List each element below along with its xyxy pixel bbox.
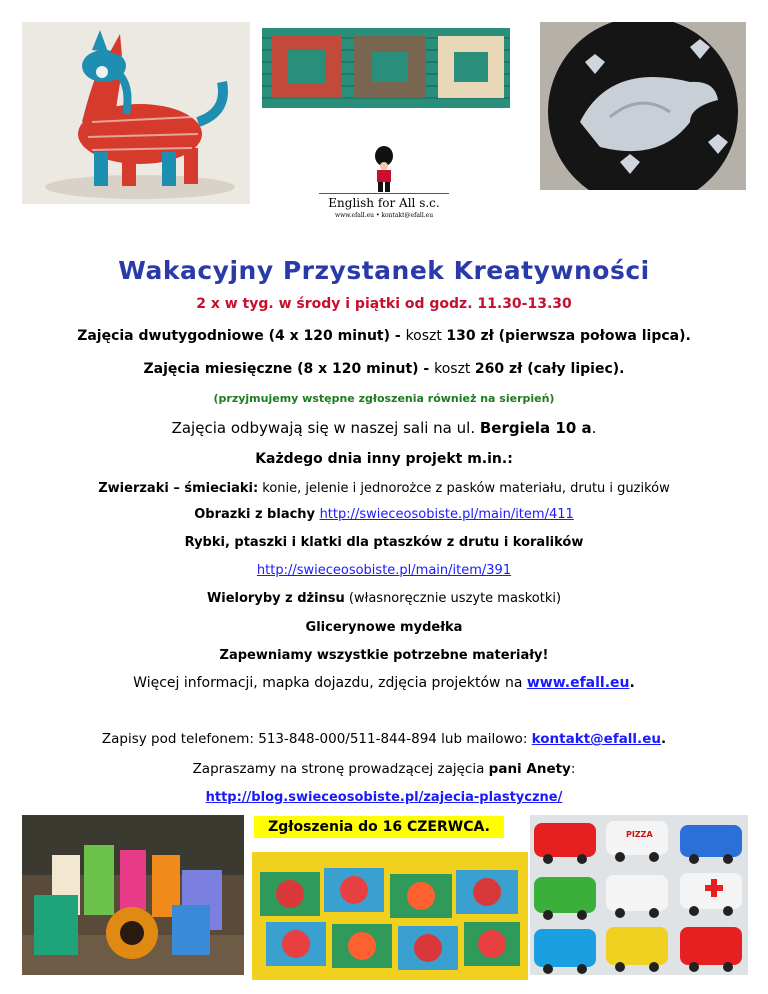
more-info-end: . bbox=[629, 675, 635, 691]
location bbox=[0, 419, 768, 437]
project-tin bbox=[0, 507, 768, 522]
project-animals-text: konie, jelenie i jednorożce z pasków materiału, drutu i guzików bbox=[258, 481, 670, 496]
photo-bottle-cars bbox=[530, 815, 748, 975]
photo-fabric-horse bbox=[22, 22, 250, 204]
course-month-label: Zajęcia miesięczne (8 x 120 minut) - bbox=[143, 361, 435, 377]
course-two-weeks-price: 130 zł (pierwsza połowa lipca). bbox=[446, 328, 691, 344]
project-tin-link[interactable]: http://swieceosobiste.pl/main/item/411 bbox=[319, 507, 574, 522]
location-text: Zajęcia odbywają się w naszej sali na ul. bbox=[171, 419, 480, 437]
materials-note: Zapewniamy wszystkie potrzebne materiały! bbox=[219, 648, 549, 663]
signup-text: Zapisy pod telefonem: 513-848-000/511-844-894 lub mailowo: bbox=[101, 731, 532, 747]
photo-soaps bbox=[252, 852, 528, 980]
project-animals-label: Zwierzaki – śmieciaki: bbox=[98, 481, 259, 496]
course-two-weeks-label: Zajęcia dwutygodniowe (4 x 120 minut) - bbox=[77, 328, 406, 344]
course-month-cost-prefix: koszt bbox=[434, 361, 475, 377]
photo-tin-bird bbox=[540, 22, 746, 190]
deadline-banner: Zgłoszenia do 16 CZERWCA. bbox=[254, 816, 504, 838]
guard-icon bbox=[364, 146, 404, 192]
photo-candles bbox=[22, 815, 244, 975]
logo-name: English for All s.c. bbox=[328, 196, 440, 210]
signup bbox=[0, 731, 768, 747]
course-month bbox=[0, 361, 768, 377]
pizza-label: PIZZA bbox=[626, 830, 653, 839]
invite-name: pani Anety bbox=[488, 761, 571, 777]
invite-text: Zapraszamy na stronę prowadzącej zajęcia bbox=[192, 761, 489, 777]
signup-end: . bbox=[660, 731, 667, 747]
location-street: Bergiela 10 a bbox=[479, 419, 592, 437]
logo-contact: www.efall.eu • kontakt@efall.eu bbox=[334, 212, 434, 219]
course-two-weeks-cost-prefix: koszt bbox=[405, 328, 447, 344]
website-link[interactable]: www.efall.eu bbox=[526, 675, 630, 691]
project-whales-text: (własnoręcznie uszyte maskotki) bbox=[344, 591, 562, 606]
project-fish-link[interactable]: http://swieceosobiste.pl/main/item/391 bbox=[256, 563, 512, 578]
project-fish-link-line bbox=[0, 563, 768, 578]
august-note: (przyjmujemy wstępne zgłoszenia również na sierpień) bbox=[213, 392, 555, 405]
blog-link-line bbox=[0, 790, 768, 805]
project-whales-label: Wieloryby z dżinsu bbox=[206, 591, 345, 606]
project-fish: Rybki, ptaszki i klatki dla ptaszków z drutu i koralików bbox=[184, 535, 584, 550]
blog-link[interactable]: http://blog.swieceosobiste.pl/zajecia-plastyczne/ bbox=[205, 790, 563, 805]
more-info-text: Więcej informacji, mapka dojazdu, zdjęcia projektów na bbox=[133, 675, 527, 691]
course-two-weeks bbox=[0, 328, 768, 344]
project-animals bbox=[0, 481, 768, 496]
more-info bbox=[0, 675, 768, 691]
logo bbox=[318, 146, 450, 226]
photo-frames-craft bbox=[262, 28, 510, 108]
project-soaps: Glicerynowe mydełka bbox=[305, 620, 463, 635]
schedule: 2 x w tyg. w środy i piątki od godz. 11.30-13.30 bbox=[196, 296, 572, 312]
invite bbox=[0, 761, 768, 777]
location-end: . bbox=[591, 419, 597, 437]
project-tin-label: Obrazki z blachy bbox=[194, 507, 320, 522]
course-month-price: 260 zł (cały lipiec). bbox=[474, 361, 625, 377]
project-whales bbox=[0, 591, 768, 606]
invite-end: : bbox=[570, 761, 576, 777]
email-link[interactable]: kontakt@efall.eu bbox=[531, 731, 661, 747]
page-title: Wakacyjny Przystanek Kreatywności bbox=[118, 256, 650, 285]
projects-heading: Każdego dnia inny projekt m.in.: bbox=[255, 451, 513, 467]
